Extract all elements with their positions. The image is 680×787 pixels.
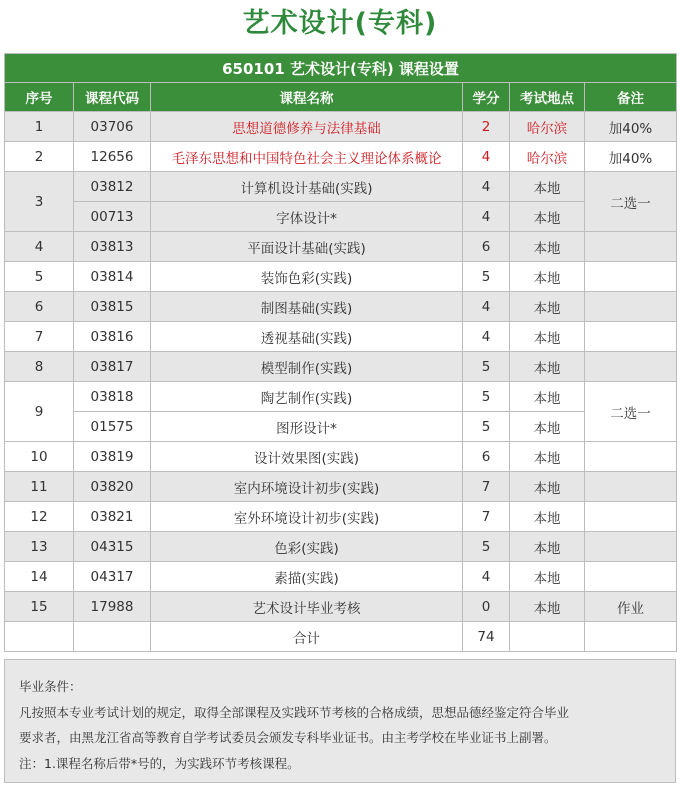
row-note (585, 322, 677, 352)
total-empty-cell (585, 622, 677, 652)
row-place: 本地 (510, 232, 585, 262)
row-note: 加40% (585, 142, 677, 172)
total-row (5, 622, 677, 652)
course-table (4, 53, 677, 652)
row-note (585, 472, 677, 502)
row-place: 本地 (510, 322, 585, 352)
row-note (585, 352, 677, 382)
row-name: 室内环境设计初步(实践) (151, 472, 463, 502)
row-credit: 4 (463, 562, 510, 592)
row-place: 本地 (510, 472, 585, 502)
row-name: 图形设计* (151, 412, 463, 442)
table-row (5, 592, 677, 622)
row-note (585, 562, 677, 592)
row-place: 哈尔滨 (510, 142, 585, 172)
row-credit: 4 (463, 202, 510, 232)
graduation-notes (4, 659, 676, 783)
table-row (5, 292, 677, 322)
row-note (585, 442, 677, 472)
row-name: 思想道德修养与法律基础 (151, 112, 463, 142)
row-no: 9 (5, 382, 74, 442)
row-no: 8 (5, 352, 74, 382)
row-code: 03819 (74, 442, 151, 472)
row-no: 3 (5, 172, 74, 232)
row-credit: 4 (463, 142, 510, 172)
table-row (5, 112, 677, 142)
row-credit: 7 (463, 472, 510, 502)
row-code: 03818 (74, 382, 151, 412)
row-place: 本地 (510, 352, 585, 382)
row-credit: 5 (463, 382, 510, 412)
row-name: 素描(实践) (151, 562, 463, 592)
row-no: 14 (5, 562, 74, 592)
notes-line: 要求者，由黑龙江省高等教育自学考试委员会颁发专科毕业证书。由主考学校在毕业证书上副署。 (19, 730, 557, 745)
row-place: 哈尔滨 (510, 112, 585, 142)
row-name: 模型制作(实践) (151, 352, 463, 382)
row-place: 本地 (510, 202, 585, 232)
row-note: 加40% (585, 112, 677, 142)
row-name: 字体设计* (151, 202, 463, 232)
row-credit: 2 (463, 112, 510, 142)
row-credit: 5 (463, 352, 510, 382)
row-place: 本地 (510, 292, 585, 322)
row-code: 00713 (74, 202, 151, 232)
row-no: 6 (5, 292, 74, 322)
row-code: 03706 (74, 112, 151, 142)
row-code: 04315 (74, 532, 151, 562)
row-credit: 4 (463, 292, 510, 322)
row-no: 2 (5, 142, 74, 172)
row-code: 03821 (74, 502, 151, 532)
row-credit: 0 (463, 592, 510, 622)
header-note: 备注 (585, 83, 677, 112)
row-place: 本地 (510, 382, 585, 412)
notes-title: 毕业条件： (19, 679, 82, 694)
table-row (5, 142, 677, 172)
row-name: 装饰色彩(实践) (151, 262, 463, 292)
row-code: 01575 (74, 412, 151, 442)
row-place: 本地 (510, 412, 585, 442)
row-no: 13 (5, 532, 74, 562)
row-code: 03814 (74, 262, 151, 292)
header-name: 课程名称 (151, 83, 463, 112)
row-credit: 4 (463, 172, 510, 202)
row-place: 本地 (510, 592, 585, 622)
row-note (585, 532, 677, 562)
row-place: 本地 (510, 262, 585, 292)
table-row (5, 442, 677, 472)
header-no: 序号 (5, 83, 74, 112)
total-credit: 74 (463, 622, 510, 652)
header-code: 课程代码 (74, 83, 151, 112)
row-note: 二选一 (585, 172, 677, 232)
row-credit: 6 (463, 232, 510, 262)
row-no: 11 (5, 472, 74, 502)
row-code: 03813 (74, 232, 151, 262)
row-credit: 5 (463, 532, 510, 562)
row-name: 艺术设计毕业考核 (151, 592, 463, 622)
page-title: 艺术设计(专科) (242, 8, 438, 39)
row-code: 12656 (74, 142, 151, 172)
row-code: 04317 (74, 562, 151, 592)
row-code: 03817 (74, 352, 151, 382)
row-place: 本地 (510, 532, 585, 562)
row-place: 本地 (510, 502, 585, 532)
row-place: 本地 (510, 442, 585, 472)
row-note (585, 502, 677, 532)
row-code: 03820 (74, 472, 151, 502)
row-code: 03812 (74, 172, 151, 202)
total-empty-cell (74, 622, 151, 652)
row-credit: 6 (463, 442, 510, 472)
row-no: 5 (5, 262, 74, 292)
table-row (5, 202, 677, 232)
total-empty-cell (5, 622, 74, 652)
row-no: 4 (5, 232, 74, 262)
table-banner: 650101 艺术设计(专科) 课程设置 (5, 54, 677, 83)
row-name: 透视基础(实践) (151, 322, 463, 352)
row-name: 平面设计基础(实践) (151, 232, 463, 262)
row-name: 毛泽东思想和中国特色社会主义理论体系概论 (151, 142, 463, 172)
header-credit: 学分 (463, 83, 510, 112)
header-place: 考试地点 (510, 83, 585, 112)
table-row (5, 382, 677, 412)
table-row (5, 352, 677, 382)
row-note: 二选一 (585, 382, 677, 442)
row-no: 15 (5, 592, 74, 622)
row-name: 制图基础(实践) (151, 292, 463, 322)
table-row (5, 232, 677, 262)
row-note (585, 232, 677, 262)
table-row (5, 472, 677, 502)
row-no: 1 (5, 112, 74, 142)
row-note: 作业 (585, 592, 677, 622)
row-credit: 4 (463, 322, 510, 352)
total-empty-cell (510, 622, 585, 652)
row-place: 本地 (510, 562, 585, 592)
notes-line: 注：1.课程名称后带*号的，为实践环节考核课程。 (19, 755, 300, 771)
total-label: 合计 (151, 622, 463, 652)
table-row (5, 262, 677, 292)
row-no: 10 (5, 442, 74, 472)
row-place: 本地 (510, 172, 585, 202)
table-row (5, 532, 677, 562)
row-name: 设计效果图(实践) (151, 442, 463, 472)
row-code: 03815 (74, 292, 151, 322)
row-no: 7 (5, 322, 74, 352)
table-row (5, 502, 677, 532)
table-row (5, 562, 677, 592)
row-name: 计算机设计基础(实践) (151, 172, 463, 202)
row-code: 03816 (74, 322, 151, 352)
row-credit: 5 (463, 262, 510, 292)
row-note (585, 262, 677, 292)
row-no: 12 (5, 502, 74, 532)
row-credit: 5 (463, 412, 510, 442)
table-row (5, 412, 677, 442)
table-row (5, 172, 677, 202)
row-name: 室外环境设计初步(实践) (151, 502, 463, 532)
row-note (585, 292, 677, 322)
row-name: 陶艺制作(实践) (151, 382, 463, 412)
row-credit: 7 (463, 502, 510, 532)
row-code: 17988 (74, 592, 151, 622)
notes-line: 凡按照本专业考试计划的规定，取得全部课程及实践环节考核的合格成绩，思想品德经鉴定符合毕业 (19, 704, 570, 720)
table-row (5, 322, 677, 352)
row-name: 色彩(实践) (151, 532, 463, 562)
